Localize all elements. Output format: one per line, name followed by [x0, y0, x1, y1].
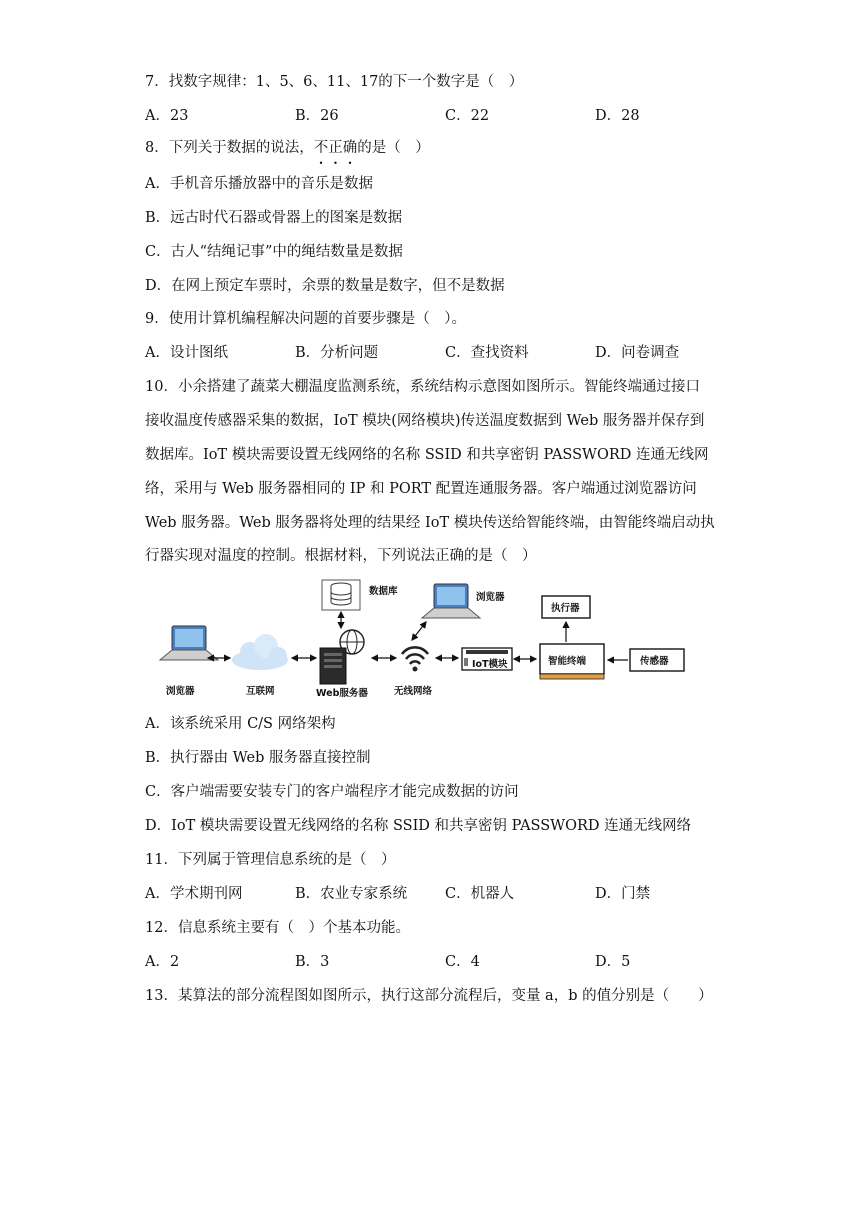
q12-option-b: B．3	[295, 954, 330, 970]
q11-option-a: A．学术期刊网	[145, 886, 243, 902]
question-12-stem: 12．信息系统主要有（ ）个基本功能。	[145, 920, 410, 936]
question-9-stem: 9．使用计算机编程解决问题的首要步骤是（ ）。	[145, 311, 466, 327]
q7-option-a: A．23	[145, 108, 189, 124]
question-7-stem: 7．找数字规律：1、5、6、11、17的下一个数字是（ ）	[145, 74, 524, 90]
question-10-line-6: 行器实现对温度的控制。根据材料，下列说法正确的是（ ）	[145, 548, 537, 564]
q7-option-d: D．28	[595, 108, 640, 124]
q12-option-c: C．4	[445, 954, 480, 970]
q9-option-a: A．设计图纸	[145, 345, 228, 361]
label-internet: 互联网	[246, 686, 275, 697]
q9-option-b: B．分析问题	[295, 345, 379, 361]
label-smart-terminal: 智能终端	[548, 656, 587, 667]
q12-option-d: D．5	[595, 954, 631, 970]
q9-option-c: C．查找资料	[445, 345, 529, 361]
web-server-icon	[320, 630, 364, 684]
label-browser-top: 浏览器	[476, 592, 505, 603]
q10-option-b: B．执行器由 Web 服务器直接控制	[145, 750, 371, 766]
q7-option-c: C．22	[445, 108, 490, 124]
question-10-line-2: 接收温度传感器采集的数据，IoT 模块(网络模块)传送温度数据到 Web 服务器并保存到	[145, 413, 705, 429]
q11-option-b: B．农业专家系统	[295, 886, 408, 902]
arrow-browser-wireless	[412, 622, 426, 640]
q8-emphasis-char-1: 不	[313, 140, 329, 156]
q8-option-b: B．远古时代石器或骨器上的图案是数据	[145, 210, 403, 226]
q7-option-b: B．26	[295, 108, 339, 124]
laptop-icon-left	[160, 626, 218, 660]
label-iot-module: IoT模块	[472, 659, 508, 670]
label-browser-left: 浏览器	[166, 686, 195, 697]
q8-option-c: C．古人“结绳记事”中的绳结数量是数据	[145, 244, 403, 260]
label-web-server: Web服务器	[316, 688, 368, 699]
q8-emphasis-char-3: 确	[342, 140, 358, 156]
question-11-stem: 11．下列属于管理信息系统的是（ ）	[145, 852, 396, 868]
system-structure-diagram	[150, 574, 695, 704]
q10-option-a: A．该系统采用 C/S 网络架构	[145, 716, 336, 732]
label-actuator: 执行器	[551, 603, 580, 614]
question-8-stem	[145, 138, 430, 158]
label-database: 数据库	[369, 586, 398, 597]
question-10-line-5: Web 服务器。Web 服务器将处理的结果经 IoT 模块传送给智能终端，由智能终端启动执	[145, 515, 715, 531]
database-icon	[322, 580, 360, 610]
q11-option-d: D．门禁	[595, 886, 651, 902]
q8-option-d: D．在网上预定车票时，余票的数量是数字，但不是数据	[145, 278, 505, 294]
laptop-icon-top	[422, 584, 480, 618]
question-13-stem: 13．某算法的部分流程图如图所示，执行这部分流程后，变量 a，b 的值分别是（ ）	[145, 988, 713, 1004]
cloud-icon	[232, 634, 288, 670]
q12-option-a: A．2	[145, 954, 180, 970]
wifi-icon	[402, 647, 428, 671]
q8-emphasis-char-2: 正	[328, 140, 343, 156]
q10-option-d: D．IoT 模块需要设置无线网络的名称 SSID 和共享密钥 PASSWORD 连通无线网络	[145, 818, 692, 834]
label-wireless: 无线网络	[394, 686, 433, 697]
q11-option-c: C．机器人	[445, 886, 515, 902]
q9-option-d: D．问卷调查	[595, 345, 680, 361]
q8-option-a: A．手机音乐播放器中的音乐是数据	[145, 176, 373, 192]
question-10-line-4: 络，采用与 Web 服务器相同的 IP 和 PORT 配置连通服务器。客户端通过浏览器访问	[145, 481, 697, 497]
label-sensor: 传感器	[640, 656, 669, 667]
q8-stem-after: 的是（ ）	[357, 140, 430, 156]
q8-stem-before: 8．下列关于数据的说法，	[145, 140, 314, 156]
q10-option-c: C．客户端需要安装专门的客户端程序才能完成数据的访问	[145, 784, 519, 800]
question-10-line-3: 数据库。IoT 模块需要设置无线网络的名称 SSID 和共享密钥 PASSWORD 连通无线网	[145, 447, 709, 463]
question-10-line-1: 10．小余搭建了蔬菜大棚温度监测系统，系统结构示意图如图所示。智能终端通过接口	[145, 379, 700, 395]
